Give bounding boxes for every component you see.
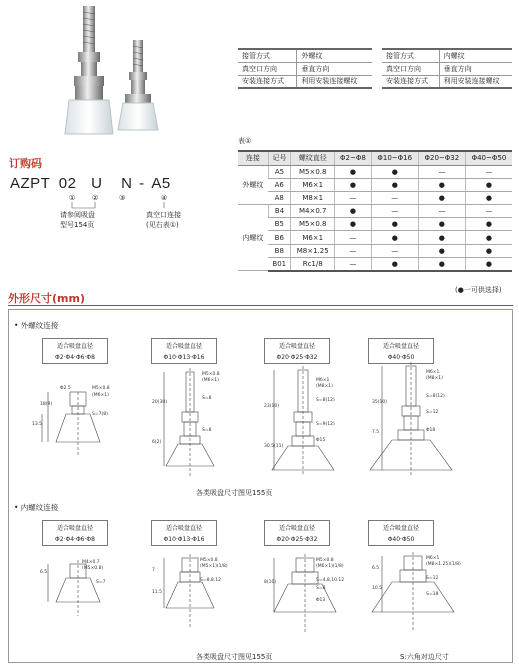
drawing-int-1 <box>30 556 130 636</box>
code-port: A5 <box>151 175 171 192</box>
marker-2: ② <box>92 194 99 202</box>
dim-label: S=7(8) <box>92 412 108 417</box>
cell-avail: ● <box>335 165 372 178</box>
dim-label: S=8 <box>202 396 212 401</box>
cell-avail: ● <box>465 218 512 231</box>
dim-label: M6×1 <box>316 378 330 383</box>
table-header-row <box>238 151 512 165</box>
code-type: N <box>121 175 133 192</box>
footer-note-2: 各类吸盘尺寸图见155页 <box>196 653 273 661</box>
cell-avail: ● <box>465 191 512 204</box>
dim-label: S=7 <box>96 580 106 585</box>
code-dash: - <box>139 175 145 192</box>
dim-label: 10.5 <box>372 586 383 591</box>
spec-value: 利用安装连接螺纹 <box>439 75 512 88</box>
box-label: 适合吸盘直径 <box>56 525 93 532</box>
dim-label: 6.5 <box>372 566 380 571</box>
dim-label: Φ15 <box>316 438 326 443</box>
cell-avail: ● <box>418 257 465 270</box>
cell-avail: ● <box>418 244 465 257</box>
dim-label: M4×0.7 <box>82 560 100 565</box>
code-material: U <box>91 175 103 192</box>
connection-table <box>238 150 512 272</box>
cell-thread: M5×0.8 <box>291 218 335 231</box>
table-row <box>238 218 512 231</box>
dim-label: M6×1 <box>426 370 440 375</box>
cell-avail: — <box>335 191 372 204</box>
cell-avail: — <box>335 257 372 270</box>
cell-avail: ● <box>418 178 465 191</box>
drawing-ext-1 <box>30 372 130 477</box>
box-label: 适合吸盘直径 <box>165 343 202 350</box>
cell-avail: ● <box>371 178 418 191</box>
cell-avail: ● <box>335 218 372 231</box>
spec-value: 内螺纹 <box>439 49 512 62</box>
cell-avail: — <box>465 165 512 178</box>
dim-label: S=9(12) <box>316 422 335 427</box>
footer-note-1: 各类吸盘尺寸图见155页 <box>196 489 273 497</box>
table-row <box>238 178 512 191</box>
cell-avail: ● <box>418 191 465 204</box>
box-label: 适合吸盘直径 <box>382 343 419 350</box>
order-note-left-2: 型号154页 <box>60 221 95 229</box>
drawing-ext-2 <box>148 368 248 478</box>
dim-label: (M8×1) <box>316 384 333 389</box>
spec-value: 垂直方向 <box>439 62 512 75</box>
cell-avail: — <box>465 205 512 218</box>
code-size: 02 <box>58 175 77 192</box>
th-code: 记号 <box>268 151 291 165</box>
dim-label: (M8×1) <box>426 376 443 381</box>
th-thread: 螺纹直径 <box>291 151 335 165</box>
dim-label: S=8 <box>202 428 212 433</box>
spec-key: 接管方式 <box>382 49 439 62</box>
spec-key: 接管方式 <box>238 49 297 62</box>
dim-label: M5×0.8 <box>200 558 218 563</box>
table-row <box>238 257 512 270</box>
box-sizes: Φ10·Φ13·Φ16 <box>163 536 205 543</box>
cell-code: B8 <box>268 244 291 257</box>
box-label: 适合吸盘直径 <box>278 525 315 532</box>
th-size-3: Φ20~Φ32 <box>418 151 465 165</box>
cell-code: B01 <box>268 257 291 270</box>
cell-code: B6 <box>268 231 291 244</box>
dim-label: (M8×1.25)(1/8) <box>426 562 461 567</box>
table-row <box>238 231 512 244</box>
cell-thread: M4×0.7 <box>291 205 335 218</box>
cell-code: B5 <box>268 218 291 231</box>
table-row <box>238 191 512 204</box>
marker-3: ③ <box>119 194 126 202</box>
dim-label: 11.5 <box>152 590 163 595</box>
cell-avail: — <box>418 165 465 178</box>
box-sizes: Φ40·Φ50 <box>387 536 415 543</box>
box-sizes: Φ2·Φ4·Φ6·Φ8 <box>55 354 95 361</box>
box-sizes: Φ10·Φ13·Φ16 <box>163 354 205 361</box>
cell-thread: M6×1 <box>291 178 335 191</box>
dim-label: 7 <box>152 568 155 573</box>
spec-key: 安装连接方式 <box>238 75 297 88</box>
cell-avail: ● <box>465 244 512 257</box>
box-sizes: Φ2·Φ4·Φ6·Φ8 <box>55 536 95 543</box>
dim-label: 8(10) <box>264 580 277 585</box>
dim-label: 30.5(11) <box>264 444 284 449</box>
size-box-3 <box>264 338 330 364</box>
box-label: 适合吸盘直径 <box>165 525 202 532</box>
dim-label: 13.5 <box>32 422 43 427</box>
size-box-1 <box>42 338 108 364</box>
dim-label: (M5×1)(1/8) <box>200 564 228 569</box>
cell-avail: — <box>371 191 418 204</box>
dim-label: (M6×1) <box>92 393 109 398</box>
dim-label: (M6×1)(1/8) <box>316 564 344 569</box>
dim-label: 35(10) <box>372 400 387 405</box>
table1-caption: 表① <box>238 137 252 145</box>
dim-label: S=12 <box>426 410 439 415</box>
drawing-ext-3 <box>262 366 362 478</box>
cell-code: B4 <box>268 205 291 218</box>
cell-avail: ● <box>335 178 372 191</box>
cell-avail: — <box>335 231 372 244</box>
dim-label: Φ13 <box>316 598 326 603</box>
order-note-right-2: (见右表①) <box>146 221 179 229</box>
cell-avail: ● <box>418 218 465 231</box>
marker-1: ① <box>69 194 76 202</box>
th-size-2: Φ10~Φ16 <box>371 151 418 165</box>
dim-label: Φ18 <box>426 428 436 433</box>
dim-label: M5×0.8 <box>92 386 110 391</box>
dim-label: M6×1 <box>426 556 440 561</box>
size-box-7 <box>264 520 330 546</box>
cell-avail: ● <box>371 165 418 178</box>
group-internal: 内螺纹 <box>238 205 268 271</box>
cell-avail: ● <box>465 231 512 244</box>
section-internal: • 内螺纹连接 <box>14 503 59 512</box>
size-box-4 <box>368 338 434 364</box>
dim-label: 18(9) <box>40 402 53 407</box>
cell-avail: — <box>418 205 465 218</box>
cell-avail: ● <box>335 205 372 218</box>
dim-label: 7.5 <box>372 430 380 435</box>
cell-avail: — <box>335 244 372 257</box>
box-sizes: Φ40·Φ50 <box>387 354 415 361</box>
dim-label: S=4.8,10.12 <box>316 578 345 583</box>
drawing-int-4 <box>368 550 478 642</box>
dim-label: S=8(12) <box>426 394 445 399</box>
dim-label: S=18 <box>426 592 439 597</box>
dim-label: 6(2) <box>152 440 162 445</box>
code-series: AZPT <box>10 175 51 192</box>
dim-label: Φ2.5 <box>60 386 71 391</box>
drawing-int-2 <box>148 552 248 642</box>
box-label: 适合吸盘直径 <box>382 525 419 532</box>
dim-label: 6.5 <box>40 570 48 575</box>
spec-key: 真空口方向 <box>238 62 297 75</box>
table-row <box>238 165 512 178</box>
drawing-int-3 <box>262 552 362 642</box>
size-box-2 <box>151 338 217 364</box>
cell-thread: M6×1 <box>291 231 335 244</box>
spec-key: 安装连接方式 <box>382 75 439 88</box>
section-external: • 外螺纹连接 <box>14 321 59 330</box>
box-label: 适合吸盘直径 <box>278 343 315 350</box>
cell-avail: ● <box>371 257 418 270</box>
cell-thread: Rc1/8 <box>291 257 335 270</box>
size-box-5 <box>42 520 108 546</box>
cell-code: A8 <box>268 191 291 204</box>
dim-label: 20(30) <box>152 400 167 405</box>
cell-thread: M8×1 <box>291 191 335 204</box>
cell-avail: ● <box>465 257 512 270</box>
th-connection: 连接 <box>238 151 268 165</box>
dim-label: 23(10) <box>264 404 279 409</box>
size-box-6 <box>151 520 217 546</box>
th-size-1: Φ2~Φ8 <box>335 151 372 165</box>
cell-avail: ● <box>465 178 512 191</box>
cell-avail: ● <box>371 231 418 244</box>
cell-code: A6 <box>268 178 291 191</box>
dim-label: (M6×1) <box>202 378 219 383</box>
hex-note: S:六角对边尺寸 <box>400 653 449 661</box>
order-note-right-1: 真空口连接 <box>146 211 181 219</box>
table-row <box>238 244 512 257</box>
table1-note: (●一可供选择) <box>455 286 502 294</box>
dim-label: S=12 <box>426 576 439 581</box>
cell-thread: M8×1.25 <box>291 244 335 257</box>
dim-label: (M5×0.8) <box>82 566 104 571</box>
box-label: 适合吸盘直径 <box>56 343 93 350</box>
spec-value: 外螺纹 <box>297 49 372 62</box>
order-note-left-1: 请参阅吸盘 <box>60 211 95 219</box>
size-box-8 <box>368 520 434 546</box>
dim-label: S=8 <box>316 586 326 591</box>
table-row <box>238 205 512 218</box>
drawing-ext-4 <box>368 362 478 478</box>
dim-label: S=8(12) <box>316 398 335 403</box>
box-sizes: Φ20·Φ25·Φ32 <box>276 536 318 543</box>
th-size-4: Φ40~Φ50 <box>465 151 512 165</box>
spec-key: 真空口方向 <box>382 62 439 75</box>
dims-title: 外形尺寸(mm) <box>8 292 85 305</box>
order-title: 订购码 <box>9 157 42 170</box>
spec-value: 垂直方向 <box>297 62 372 75</box>
dim-label: S=8,8.12 <box>200 578 221 583</box>
cell-code: A5 <box>268 165 291 178</box>
cell-avail: ● <box>418 231 465 244</box>
marker-4: ④ <box>161 194 168 202</box>
dims-title-rule <box>8 305 513 306</box>
spec-value: 利用安装连接螺纹 <box>297 75 372 88</box>
cell-avail: ● <box>371 218 418 231</box>
cell-thread: M5×0.8 <box>291 165 335 178</box>
box-sizes: Φ20·Φ25·Φ32 <box>276 354 318 361</box>
cell-avail: — <box>371 244 418 257</box>
cell-avail: — <box>371 205 418 218</box>
dim-label: M5×0.8 <box>202 372 220 377</box>
dim-label: M5×0.8 <box>316 558 334 563</box>
group-external: 外螺纹 <box>238 165 268 205</box>
